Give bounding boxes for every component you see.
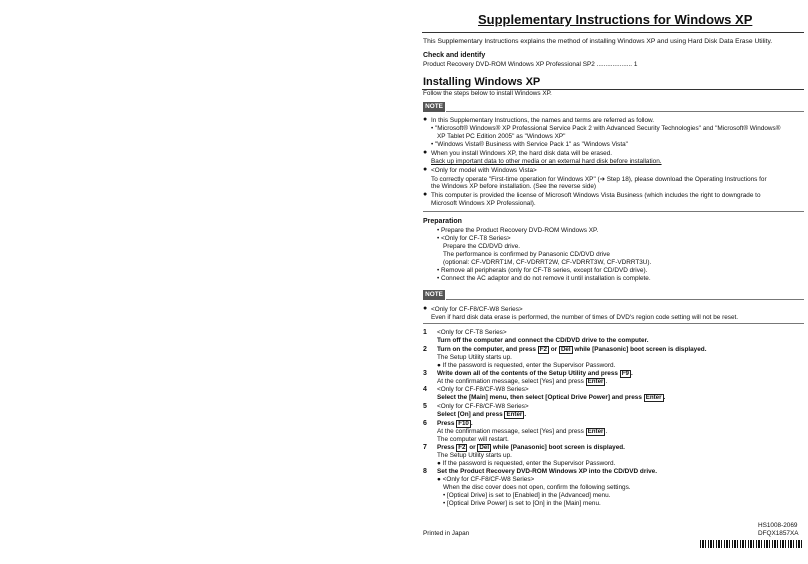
prep-line: • Connect the AC adaptor and do not remove it until installation is complete. <box>437 275 651 282</box>
step-text: The Setup Utility starts up. <box>437 452 512 459</box>
note-line-underlined: Back up important data to other media or an external hard disk before installation. <box>431 158 662 165</box>
step-text-part: At the confirmation message, select [Yes] and press <box>437 378 584 385</box>
step-text: Select the [Main] menu, then select [Optical Drive Power] and press Enter . <box>437 394 666 401</box>
step-text-part: while [Panasonic] boot screen is displayed. <box>492 444 625 451</box>
note-line: • "Microsoft® Windows® XP Professional Service Pack 2 with Advanced Security Technologies" and "Microsoft® Windows® <box>431 125 781 132</box>
step-number: 8 <box>423 468 427 475</box>
bullet-icon: ● <box>423 149 428 156</box>
section-title: Installing Windows XP <box>423 76 541 88</box>
step-text <box>437 370 633 378</box>
step-number: 3 <box>423 370 427 377</box>
step-text-part: . <box>605 378 608 385</box>
document-code: HS1008-2069 <box>758 522 798 529</box>
note-line: <Only for model with Windows Vista> <box>431 167 537 174</box>
bullet-icon: ● <box>423 191 428 198</box>
step-text-part: At the confirmation message, select [Yes] and press <box>437 428 584 435</box>
note-line: In this Supplementary Instructions, the names and terms are referred as follow. <box>431 117 655 124</box>
step-text: <Only for CF-F8/CF-W8 Series> <box>437 386 529 393</box>
step-text-part: or <box>550 346 558 353</box>
step-text: • [Optical Drive] is set to [Enabled] in the [Advanced] menu. <box>443 492 611 499</box>
step-text: Select [On] and press Enter . <box>437 411 527 418</box>
step-text: ● <Only for CF-F8/CF-W8 Series> <box>437 476 535 483</box>
step-text-part: If the password is requested, enter the Supervisor Password. <box>442 362 616 369</box>
barcode-icon <box>700 540 804 548</box>
note-badge: NOTE <box>423 290 445 300</box>
step-text-part: or <box>469 444 476 451</box>
enter-key-icon: Enter <box>645 394 662 401</box>
note-line: To correctly operate "First-time operation for Windows XP" (➔ Step 18), please download the Operating Instructions for <box>431 176 767 183</box>
step-text-part: . <box>630 370 633 377</box>
step-text: <Only for CF-T8 Series> <box>437 329 507 336</box>
step-text-part: <Only for CF-F8/CF-W8 Series> <box>442 476 535 483</box>
f2-key-icon: F2 <box>539 346 547 353</box>
step-text-part: Turn on the computer, and press <box>437 346 536 353</box>
step-text-part: Write down all of the contents of the Setup Utility and press <box>437 370 618 377</box>
f10-key-icon: F10 <box>458 420 469 427</box>
check-heading: Check and identify <box>423 52 486 59</box>
del-key-icon: Del <box>479 444 490 451</box>
step-number: 2 <box>423 346 427 353</box>
step-text: When the disc cover does not open, confirm the following settings. <box>443 484 631 491</box>
f9-key-icon: F9 <box>621 370 629 377</box>
check-item: Product Recovery DVD-ROM Windows XP Professional SP2 .................... 1 <box>423 61 638 68</box>
note-line: Microsoft Windows XP Professional). <box>431 200 536 207</box>
prep-line: Prepare the CD/DVD drive. <box>443 243 521 250</box>
bullet-icon: ● <box>423 305 428 312</box>
printed-in: Printed in Japan <box>423 530 470 537</box>
intro-text: This Supplementary Instructions explains the method of installing Windows XP and using Hard Disk Data Erase Utility. <box>423 38 773 45</box>
prep-line: • Prepare the Product Recovery DVD-ROM Windows XP. <box>437 227 599 234</box>
note-line: When you install Windows XP, the hard disk data will be erased. <box>431 150 613 157</box>
note-end-rule <box>423 211 804 212</box>
step-text-part: Select [On] and press <box>437 411 503 418</box>
step-text-part: Press <box>437 420 455 427</box>
note-line: XP Tablet PC Edition 2005" as "Windows XP" <box>437 133 566 140</box>
del-key-icon: Del <box>560 346 571 353</box>
step-text-part: while [Panasonic] boot screen is displayed. <box>574 346 707 353</box>
step-number: 4 <box>423 386 427 393</box>
step-number: 1 <box>423 329 427 336</box>
step-text-part: Select the [Main] menu, then select [Optical Drive Power] and press <box>437 394 642 401</box>
step-text: Set the Product Recovery DVD-ROM Windows XP into the CD/DVD drive. <box>437 468 657 475</box>
note-badge: NOTE <box>423 102 445 112</box>
step-text: ● If the password is requested, enter the Supervisor Password. <box>437 460 616 467</box>
note-line: This computer is provided the license of Microsoft Windows Vista Business (which includes the right to downgrade to <box>431 192 761 199</box>
prep-line: (optional: CF-VDRRT1M, CF-VDRRT2W, CF-VDRRT3W, CF-VDRRT3U). <box>443 259 652 266</box>
step-number: 6 <box>423 420 427 427</box>
step-text-part: If the password is requested, enter the Supervisor Password. <box>442 460 616 467</box>
note-line: • "Windows Vista® Business with Service Pack 1" as "Windows Vista" <box>431 141 628 148</box>
step-text: The computer will restart. <box>437 436 509 443</box>
step-text: • [Optical Drive Power] is set to [On] in the [Main] menu. <box>443 500 601 507</box>
enter-key-icon: Enter <box>506 411 523 418</box>
install-lead: Follow the steps below to install Windows XP. <box>423 90 552 97</box>
step-text: Press F10 . <box>437 420 473 427</box>
document-code: DFQX1857XA <box>758 530 799 537</box>
title-divider <box>422 32 804 33</box>
note-end-rule <box>423 323 804 324</box>
enter-key-icon: Enter <box>587 378 604 385</box>
enter-key-icon: Enter <box>587 428 604 435</box>
step-text: At the confirmation message, select [Yes] and press Enter . <box>437 428 608 435</box>
prep-line: • Remove all peripherals (only for CF-T8 series, except for CD/DVD drive). <box>437 267 648 274</box>
note-rule <box>446 111 804 112</box>
step-text: <Only for CF-F8/CF-W8 Series> <box>437 403 529 410</box>
note-line: Even if hard disk data erase is performed, the number of times of DVD's region code setting will not be reset. <box>431 314 739 321</box>
step-text: The Setup Utility starts up. <box>437 354 512 361</box>
document-title: Supplementary Instructions for Windows XP <box>478 12 753 27</box>
step-text <box>437 378 607 386</box>
note-line: <Only for CF-F8/CF-W8 Series> <box>431 306 523 313</box>
step-number: 5 <box>423 403 427 410</box>
preparation-heading: Preparation <box>423 218 462 225</box>
note-rule <box>446 299 804 300</box>
step-number: 7 <box>423 444 427 451</box>
note-line: the Windows XP before installation. (See the reverse side) <box>431 183 597 190</box>
step-text <box>437 444 625 452</box>
step-text-part: Press <box>437 444 455 451</box>
step-text: Turn off the computer and connect the CD/DVD drive to the computer. <box>437 337 649 344</box>
step-text: ● If the password is requested, enter the Supervisor Password. <box>437 362 616 369</box>
bullet-icon: ● <box>423 166 428 173</box>
prep-line: The performance is confirmed by Panasonic CD/DVD drive <box>443 251 610 258</box>
prep-line: • <Only for CF-T8 Series> <box>437 235 511 242</box>
step-text <box>437 346 706 354</box>
bullet-icon: ● <box>423 116 428 123</box>
f2-key-icon: F2 <box>458 444 466 451</box>
